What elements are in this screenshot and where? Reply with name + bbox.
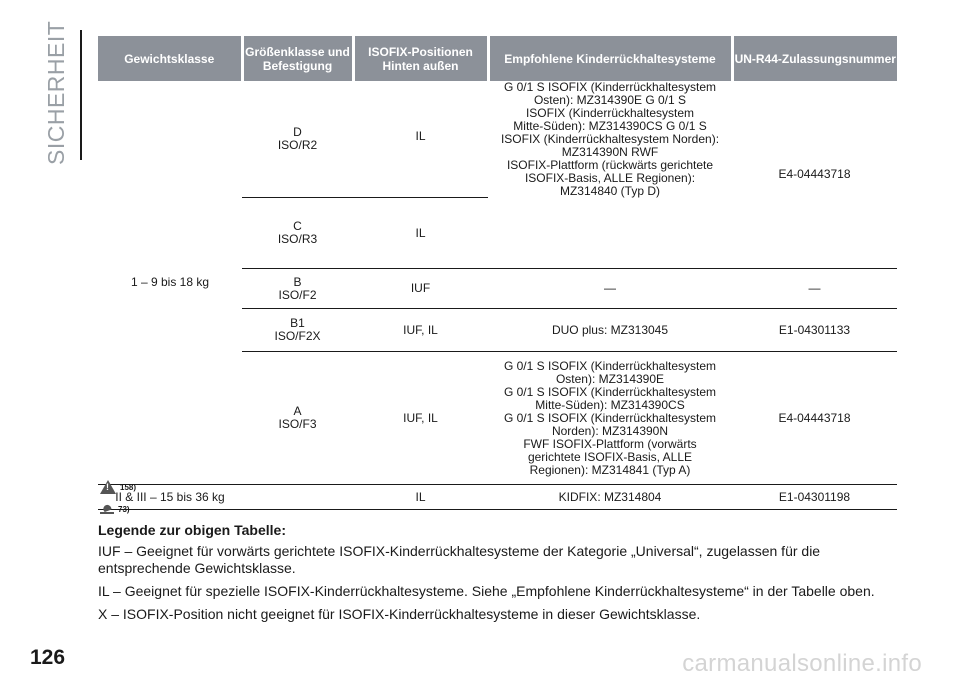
recommended-line: gerichtete ISOFIX-Basis, ALLE xyxy=(527,449,693,464)
table-row xyxy=(98,81,897,198)
table-row xyxy=(98,485,897,510)
recommended-line: ISOFIX (Kinderrückhaltesystem Norden): xyxy=(500,132,720,146)
recommended-line: Regionen): MZ314841 (Typ A) xyxy=(529,462,691,477)
table-header-row xyxy=(98,36,897,81)
recommended-line: ISOFIX-Plattform (rückwärts gerichtete xyxy=(506,158,714,172)
size-class-cell xyxy=(242,81,353,198)
recommended-line: Osten): MZ314390E xyxy=(555,371,665,386)
warning-ref: 158) xyxy=(120,482,137,492)
page-number: 126 xyxy=(30,646,66,669)
size-class-code: D xyxy=(293,125,302,139)
position-cell: IUF, IL xyxy=(353,352,488,485)
legend-title: Legende zur obigen Tabelle: xyxy=(98,522,286,538)
position-cell: IL xyxy=(353,81,488,198)
recommended-cell xyxy=(488,352,732,485)
recommended-line: ISOFIX-Basis, ALLE Regionen): xyxy=(524,171,696,185)
size-class-cell xyxy=(242,309,353,352)
recommended-line: FWF ISOFIX-Plattform (vorwärts xyxy=(523,436,697,451)
recommended-line: MZ314390N RWF xyxy=(561,145,659,159)
size-class-code: C xyxy=(293,219,302,233)
legend xyxy=(98,522,898,629)
recommended-line: G 0/1 S ISOFIX (Kinderrückhaltesystem xyxy=(503,80,717,94)
approval-cell: E4-04443718 xyxy=(732,352,897,485)
size-fixture: ISO/F2 xyxy=(278,287,317,302)
header-approval-number: UN-R44-Zulassungsnummer xyxy=(732,36,897,81)
recommended-line: Mitte-Süden): MZ314390CS xyxy=(535,397,685,412)
recommended-line: ISOFIX (Kinderrückhaltesystem xyxy=(525,106,695,120)
position-cell: IUF xyxy=(353,269,488,309)
recommended-line: G 0/1 S ISOFIX (Kinderrückhaltesystem xyxy=(503,384,717,399)
size-class-cell xyxy=(242,485,353,510)
size-fixture: ISO/F2X xyxy=(274,329,321,343)
environment-note[interactable] xyxy=(100,501,136,517)
recommended-line: Norden): MZ314390N xyxy=(551,423,669,438)
weight-class-cell: 1 – 9 bis 18 kg xyxy=(98,81,242,485)
isofix-table xyxy=(98,36,897,510)
size-fixture: ISO/R2 xyxy=(277,138,318,152)
size-class-code: B1 xyxy=(290,316,305,330)
recommended-cell xyxy=(488,81,732,269)
size-fixture: ISO/F3 xyxy=(278,417,317,431)
position-cell: IL xyxy=(353,485,488,510)
size-class-cell xyxy=(242,269,353,309)
header-recommended-systems: Empfohlene Kinderrückhaltesysteme xyxy=(488,36,732,81)
recommended-cell: KIDFIX: MZ314804 xyxy=(488,485,732,510)
header-isofix-positions: ISOFIX-Positionen Hinten außen xyxy=(353,36,488,81)
size-class-cell xyxy=(242,198,353,269)
approval-cell: E1-04301198 xyxy=(732,485,897,510)
recommended-cell: — xyxy=(488,269,732,309)
size-fixture: ISO/R3 xyxy=(277,232,318,246)
legend-x: X – ISOFIX-Position nicht geeignet für ISOFIX-Kinderrückhaltesysteme in dieser Gewichtsklasse. xyxy=(98,606,701,622)
approval-cell: E1-04301133 xyxy=(732,309,897,352)
environment-icon xyxy=(100,503,114,515)
position-cell: IL xyxy=(353,198,488,269)
size-class-cell xyxy=(242,352,353,485)
warning-triangle-icon: ! xyxy=(100,480,116,494)
recommended-line: G 0/1 S ISOFIX (Kinderrückhaltesystem xyxy=(503,358,717,373)
recommended-line: Mitte-Süden): MZ314390CS G 0/1 S xyxy=(513,119,707,133)
legend-il: IL – Geeignet für spezielle ISOFIX-Kinderrückhaltesysteme. Siehe „Empfohlene Kinderrückhaltesysteme“ in der Tabelle oben. xyxy=(98,583,875,599)
approval-cell: E4-04443718 xyxy=(732,81,897,269)
size-class-code: A xyxy=(293,404,302,418)
size-class-code: B xyxy=(293,274,302,289)
watermark-text: carmanualsonline.info xyxy=(682,650,922,677)
footnote-references xyxy=(100,479,136,523)
section-title: SICHERHEIT xyxy=(43,20,69,165)
position-cell: IUF, IL xyxy=(353,309,488,352)
recommended-line: MZ314840 (Typ D) xyxy=(559,184,661,198)
recommended-line: Osten): MZ314390E G 0/1 S xyxy=(533,93,687,107)
section-divider xyxy=(80,30,82,160)
warning-note[interactable] xyxy=(100,479,136,495)
recommended-cell: DUO plus: MZ313045 xyxy=(488,309,732,352)
legend-iuf: IUF – Geeignet für vorwärts gerichtete ISOFIX-Kinderrückhaltesysteme der Kategorie „Universal“, zugelassen für die entsprechende Gewichtsklasse. xyxy=(98,543,821,576)
recommended-line: G 0/1 S ISOFIX (Kinderrückhaltesystem xyxy=(503,410,717,425)
approval-cell: — xyxy=(732,269,897,309)
weight-class-cell: II & III – 15 bis 36 kg xyxy=(98,485,242,510)
header-size-class: Größenklasse und Befestigung xyxy=(242,36,353,81)
environment-ref: 73) xyxy=(118,504,130,514)
header-weight-class: Gewichtsklasse xyxy=(98,36,242,81)
